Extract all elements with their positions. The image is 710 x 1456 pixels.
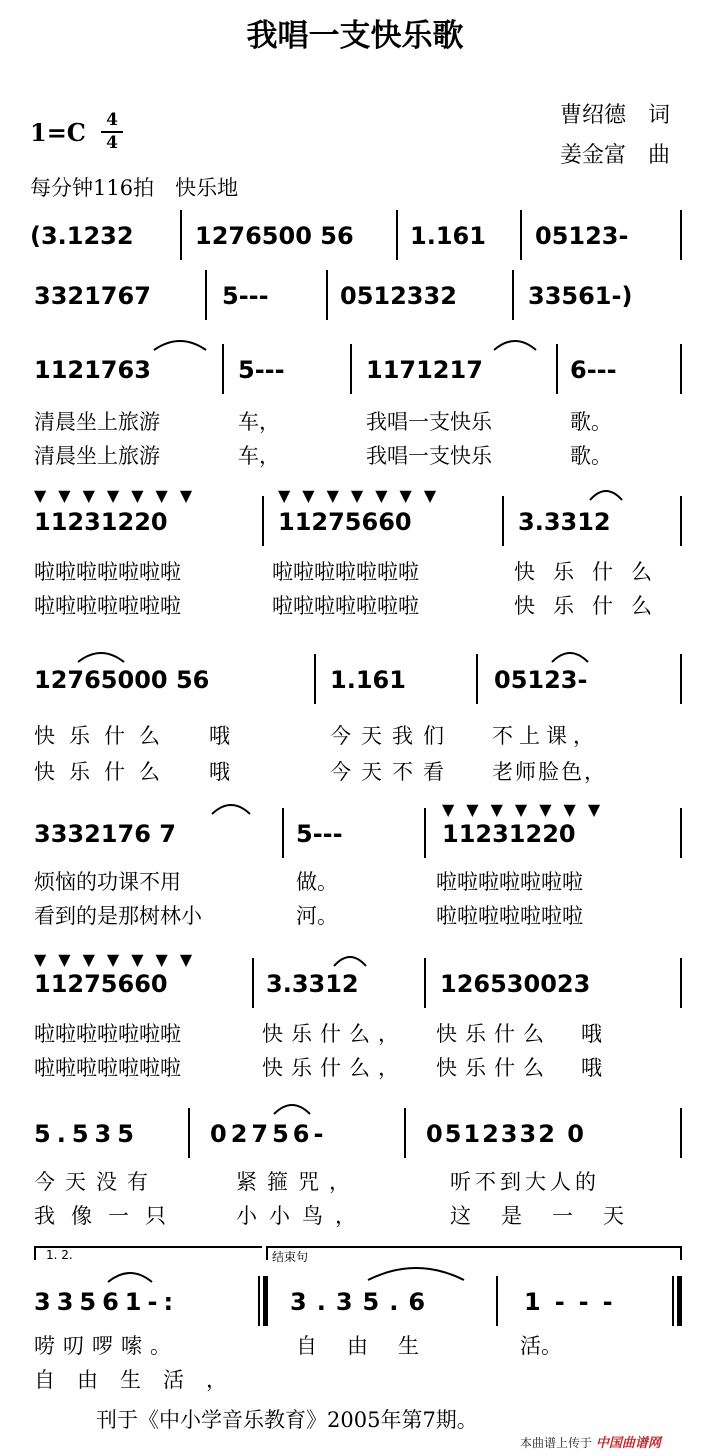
measure-notes: 5--- bbox=[296, 820, 343, 848]
lyric-verse2: 看到的是那树林小 bbox=[34, 904, 202, 928]
measure-notes: 12765000 56 bbox=[34, 666, 210, 694]
measure-notes: 5--- bbox=[238, 356, 285, 384]
slur-mark bbox=[270, 1100, 314, 1116]
measure-notes: (3.1232 bbox=[30, 222, 134, 250]
measure-notes: 5--- bbox=[222, 282, 269, 310]
lyric-verse1: 啦啦啦啦啦啦啦 bbox=[34, 560, 181, 584]
accent-marks: ▼▼▼▼▼▼▼ bbox=[278, 486, 449, 505]
slur-mark bbox=[364, 1262, 468, 1282]
time-signature-bottom: 4 bbox=[106, 133, 118, 153]
lyric-verse2: 自由生活， bbox=[34, 1368, 249, 1392]
measure-notes: 11275660 bbox=[34, 970, 168, 998]
lyric-verse1: 快乐什么， bbox=[262, 1022, 407, 1046]
lyric-verse1: 不上课， bbox=[492, 724, 600, 748]
time-signature bbox=[101, 112, 123, 152]
measure-notes: 1121763 bbox=[34, 356, 151, 384]
watermark-prefix: 本曲谱上传于 bbox=[520, 1436, 593, 1450]
time-signature-top: 4 bbox=[106, 110, 118, 130]
measure-notes: 126530023 bbox=[440, 970, 591, 998]
lyric-verse2: 老师脸色， bbox=[492, 760, 607, 784]
lyric-verse2: 清晨坐上旅游 bbox=[34, 444, 160, 468]
lyric-verse1: 快乐什么 哦 bbox=[34, 724, 244, 748]
measure-notes: 1171217 bbox=[366, 356, 483, 384]
lyric-verse2: 啦啦啦啦啦啦啦 bbox=[34, 1056, 181, 1080]
measure-notes: 02756- bbox=[210, 1120, 328, 1148]
lyric-verse1: 今天我们 bbox=[330, 724, 454, 748]
lyric-verse2: 我唱一支快乐 bbox=[366, 444, 492, 468]
measure-notes: 33561-: bbox=[34, 1288, 180, 1316]
volta-first-ending: 1. 2. bbox=[46, 1248, 73, 1262]
lyric-verse1: 唠叨啰嗦。 bbox=[34, 1334, 179, 1358]
lyric-verse1: 快乐什么 bbox=[514, 560, 670, 584]
slur-mark bbox=[74, 648, 128, 664]
measure-notes: 11231220 bbox=[34, 508, 168, 536]
measure-notes: 5.535 bbox=[34, 1120, 140, 1148]
measure-notes: 11275660 bbox=[278, 508, 412, 536]
measure-notes: 1.161 bbox=[410, 222, 486, 250]
accent-marks: ▼▼▼▼▼▼▼ bbox=[34, 950, 205, 969]
slur-mark bbox=[490, 336, 540, 352]
measure-notes: 11231220 bbox=[442, 820, 576, 848]
measure-notes: 3.3312 bbox=[518, 508, 611, 536]
lyric-verse1: 我唱一支快乐 bbox=[366, 410, 492, 434]
lyric-verse1: 活。 bbox=[520, 1334, 562, 1358]
slur-mark bbox=[104, 1268, 156, 1284]
accent-marks: ▼▼▼▼▼▼▼ bbox=[442, 800, 613, 819]
tempo-marking: 每分钟116拍 快乐地 bbox=[30, 176, 239, 200]
lyric-verse2: 今天不看 bbox=[330, 760, 454, 784]
lyric-verse1: 歌。 bbox=[570, 410, 612, 434]
lyric-verse2: 这是一天 bbox=[450, 1204, 654, 1228]
slur-mark bbox=[330, 952, 370, 968]
measure-notes: 0512332 bbox=[340, 282, 457, 310]
lyric-verse1: 啦啦啦啦啦啦啦 bbox=[272, 560, 419, 584]
song-title: 我唱一支快乐歌 bbox=[246, 18, 464, 54]
slur-mark bbox=[150, 336, 210, 352]
lyric-verse1: 今天没有 bbox=[34, 1170, 158, 1194]
slur-mark bbox=[548, 648, 592, 664]
lyric-verse2: 快乐什么， bbox=[262, 1056, 407, 1080]
slur-mark bbox=[586, 486, 626, 502]
measure-notes: 1276500 56 bbox=[195, 222, 354, 250]
volta-ending-label: 结束句 bbox=[272, 1250, 309, 1264]
key-signature: 1=C bbox=[30, 118, 86, 147]
measure-notes: 3.3312 bbox=[266, 970, 359, 998]
lyric-verse2: 快乐什么 bbox=[514, 594, 670, 618]
measure-notes: 0512332 0 bbox=[426, 1120, 586, 1148]
publication-note: 刊于《中小学音乐教育》2005年第7期。 bbox=[96, 1408, 478, 1432]
measure-notes: 05123- bbox=[535, 222, 629, 250]
measure-notes: 05123- bbox=[494, 666, 588, 694]
lyric-verse1: 快乐什么 哦 bbox=[436, 1022, 610, 1046]
lyric-verse2: 歌。 bbox=[570, 444, 612, 468]
measure-notes: 1.161 bbox=[330, 666, 406, 694]
slur-mark bbox=[208, 800, 254, 816]
measure-notes: 3321767 bbox=[34, 282, 151, 310]
lyric-verse1: 车， bbox=[238, 410, 280, 434]
lyric-verse1: 紧箍咒， bbox=[236, 1170, 360, 1194]
measure-notes: 3332176 7 bbox=[34, 820, 176, 848]
composer-credit: 姜金富 曲 bbox=[560, 143, 671, 168]
lyric-verse1: 啦啦啦啦啦啦啦 bbox=[34, 1022, 181, 1046]
lyric-verse2: 快乐什么 哦 bbox=[436, 1056, 610, 1080]
lyric-verse2: 小小鸟， bbox=[236, 1204, 368, 1228]
lyric-verse2: 河。 bbox=[296, 904, 338, 928]
lyric-verse1: 听不到大人的 bbox=[450, 1170, 600, 1194]
lyric-verse2: 啦啦啦啦啦啦啦 bbox=[34, 594, 181, 618]
lyric-verse2: 快乐什么 哦 bbox=[34, 760, 244, 784]
lyric-verse1: 清晨坐上旅游 bbox=[34, 410, 160, 434]
lyric-verse1: 啦啦啦啦啦啦啦 bbox=[436, 870, 583, 894]
lyric-verse2: 啦啦啦啦啦啦啦 bbox=[436, 904, 583, 928]
watermark-brand: 中国曲谱网 bbox=[595, 1436, 661, 1451]
lyricist-credit: 曹绍德 词 bbox=[560, 103, 671, 128]
measure-notes: 3.35.6 bbox=[290, 1288, 436, 1316]
lyric-verse2: 我像一只 bbox=[34, 1204, 182, 1228]
lyric-verse1: 做。 bbox=[296, 870, 338, 894]
site-watermark bbox=[520, 1432, 661, 1451]
measure-notes: 6--- bbox=[570, 356, 617, 384]
lyric-verse2: 啦啦啦啦啦啦啦 bbox=[272, 594, 419, 618]
measure-notes: 33561-) bbox=[528, 282, 633, 310]
lyric-verse2: 车， bbox=[238, 444, 280, 468]
measure-notes: 1--- bbox=[524, 1288, 627, 1316]
lyric-verse1: 烦恼的功课不用 bbox=[34, 870, 181, 894]
lyric-verse1: 自由生 bbox=[296, 1334, 449, 1358]
accent-marks: ▼▼▼▼▼▼▼ bbox=[34, 486, 205, 505]
